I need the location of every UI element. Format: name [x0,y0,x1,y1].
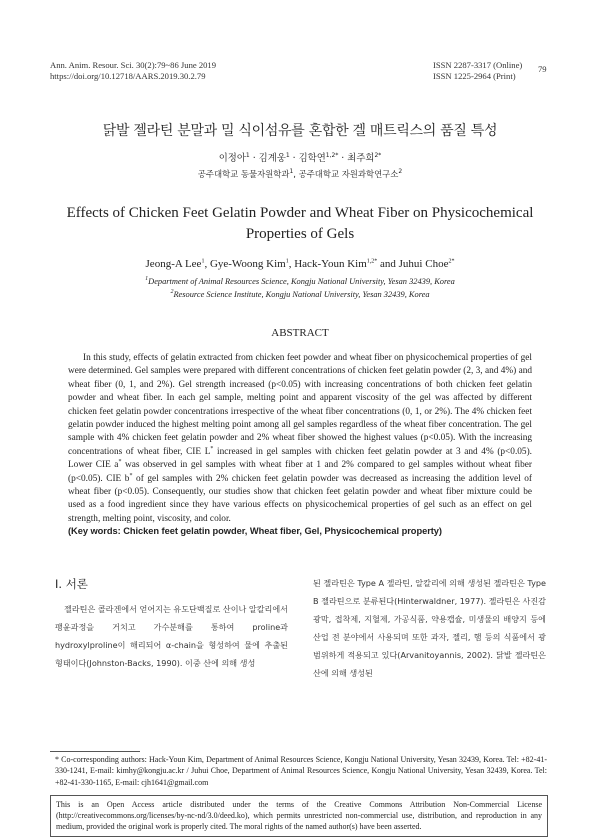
issn-block [433,60,522,82]
english-title: Effects of Chicken Feet Gelatin Powder and Wheat Fiber on Physicochemical Properties of Gels [66,205,534,242]
korean-affiliations: 공주대학교 동물자원학과$^1$, 공주대학교 자원과학연구소$^2$ [197,168,403,179]
doi-link[interactable]: https://doi.org/10.12718/AARS.2019.30.2.79 [50,71,206,81]
korean-authors: 이정아$^1$ · 김계웅$^1$ · 김학연$^{1,2*}$ · 최주희$^{2*}$ [218,151,382,164]
open-access-notice: This is an Open Access article distributed under the terms of the Creative Commons Attribution Non-Commercial License (http://creativecommons.org/licenses/by-nc-nd/3.0/deed.ko), which permits unrestricted non-commercial use, distribution, and reproduction in any medium, provided the original work is properly cited. The moral rights of the named author(s) have been asserted. [50,795,548,837]
korean-title: 닭발 젤라틴 분말과 밀 식이섬유를 혼합한 겔 매트릭스의 품질 특성 [102,123,498,139]
journal-header [50,60,216,82]
abstract-body: In this study, effects of gelatin extracted from chicken feet powder and wheat fiber on physicochemical properties of gel were determined. Gel samples were prepared with different concentrations of chicken feet gelatin powder (2, 3, and 4%) and wheat fiber (0, 1, and 2%). Gel strength increased (p<0.05) with increasing concentrations of both chicken feet gelatin powder and wheat fiber. In each gel sample, melting point and apparent viscosity of the gel was affected by different chicken feet gelatin powder concentrations irrespective of the wheat fiber concentrations (0, 1, or 2%). The 4% chicken feet gelatin powder induced the highest melting point among all gel samples regardless of the wheat fiber concentration. The gel sample with 4% chicken feet gelatin powder and 2% wheat fiber showed the highest values (p<0.05). With the increasing concentrations of wheat fiber, CIE L* increased in gel samples with chicken feet gelatin powder at 3 and 4% (p<0.05). Lower CIE a* was observed in gel samples with wheat fiber at 1 and 2% compared to gel samples without wheat fiber (p<0.05). CIE b* of gel samples with 2% chicken feet gelatin powder was decreased as increasing the addition level of wheat fiber (p<0.05). Consequently, our studies show that chicken feet gelatin powder and wheat fiber mixture could be used as a food ingredient since they have various effects on physicochemical properties of gel such as an effect on gel strength, melting point, viscosity, and color. [68,353,533,524]
english-affiliation-2: $^2$Resource Science Institute, Kongju National University, Yesan 32439, Korea [170,289,430,299]
keywords: (Key words: Chicken feet gelatin powder, Wheat fiber, Gel, Physicochemical property) [68,526,442,536]
issn-print: ISSN 1225-2964 (Print) [433,71,516,81]
footnote-divider [50,751,140,752]
english-authors: Jeong-A Lee$^1$, Gye-Woong Kim$^1$, Hack-Youn Kim$^{1,2*}$ and Juhui Choe$^{2*}$ [145,258,455,270]
intro-right-column: 된 젤라틴은 Type A 젤라틴, 알칼리에 의해 생성된 젤라틴은 Type B 젤라틴으로 분류된다(Hinterwaldner, 1977). 젤라틴은 사진감광막, 접착제, 지혈제, 가공식품, 약용캡슐, 미생물의 배양지 등에 산업 전 분야에서 사용되며 또한 과자, 젤리, 햄 등의 식품에서 광범위하게 적용되고 있다(Arvanitoyannis, 2002). 닭발 젤라틴은 산에 의해 생성된 [313,578,546,678]
journal-citation: Ann. Anim. Resour. Sci. 30(2):79~86 June 2019 [50,60,217,70]
section-heading-introduction: Ⅰ. 서론 [55,577,88,591]
correspondence-footnote: * Co-corresponding authors: Hack-Youn Kim, Department of Animal Resources Science, Kongju National University, Yesan 32439, Korea. Tel: +82-41-330-1241, E-mail: kimhy@kongju.ac.kr / Juhui Choe, Department of Animal Resources Science, Kongju National University, Yesan 32439, Korea. Tel: +82-41-330-1165, E-mail: cjh1641@gmail.com [55,755,547,787]
english-affiliation-1: $^1$Department of Animal Resources Science, Kongju National University, Yesan 32439, Korea [145,276,455,286]
abstract-heading: ABSTRACT [271,327,329,339]
issn-online: ISSN 2287-3317 (Online) [433,60,523,70]
intro-left-column: 젤라틴은 콜라겐에서 얻어지는 유도단백질로 산이나 알칼리에서 팽윤과정을 거치고 가수분해를 통하여 proline과 hydroxylproline이 해리되어 α-chain을 형성하여 물에 추출된 형태이다(Johnston-Backs, 1990). 이중 산에 의해 생성 [55,604,288,668]
page-number: 79 [538,64,547,74]
